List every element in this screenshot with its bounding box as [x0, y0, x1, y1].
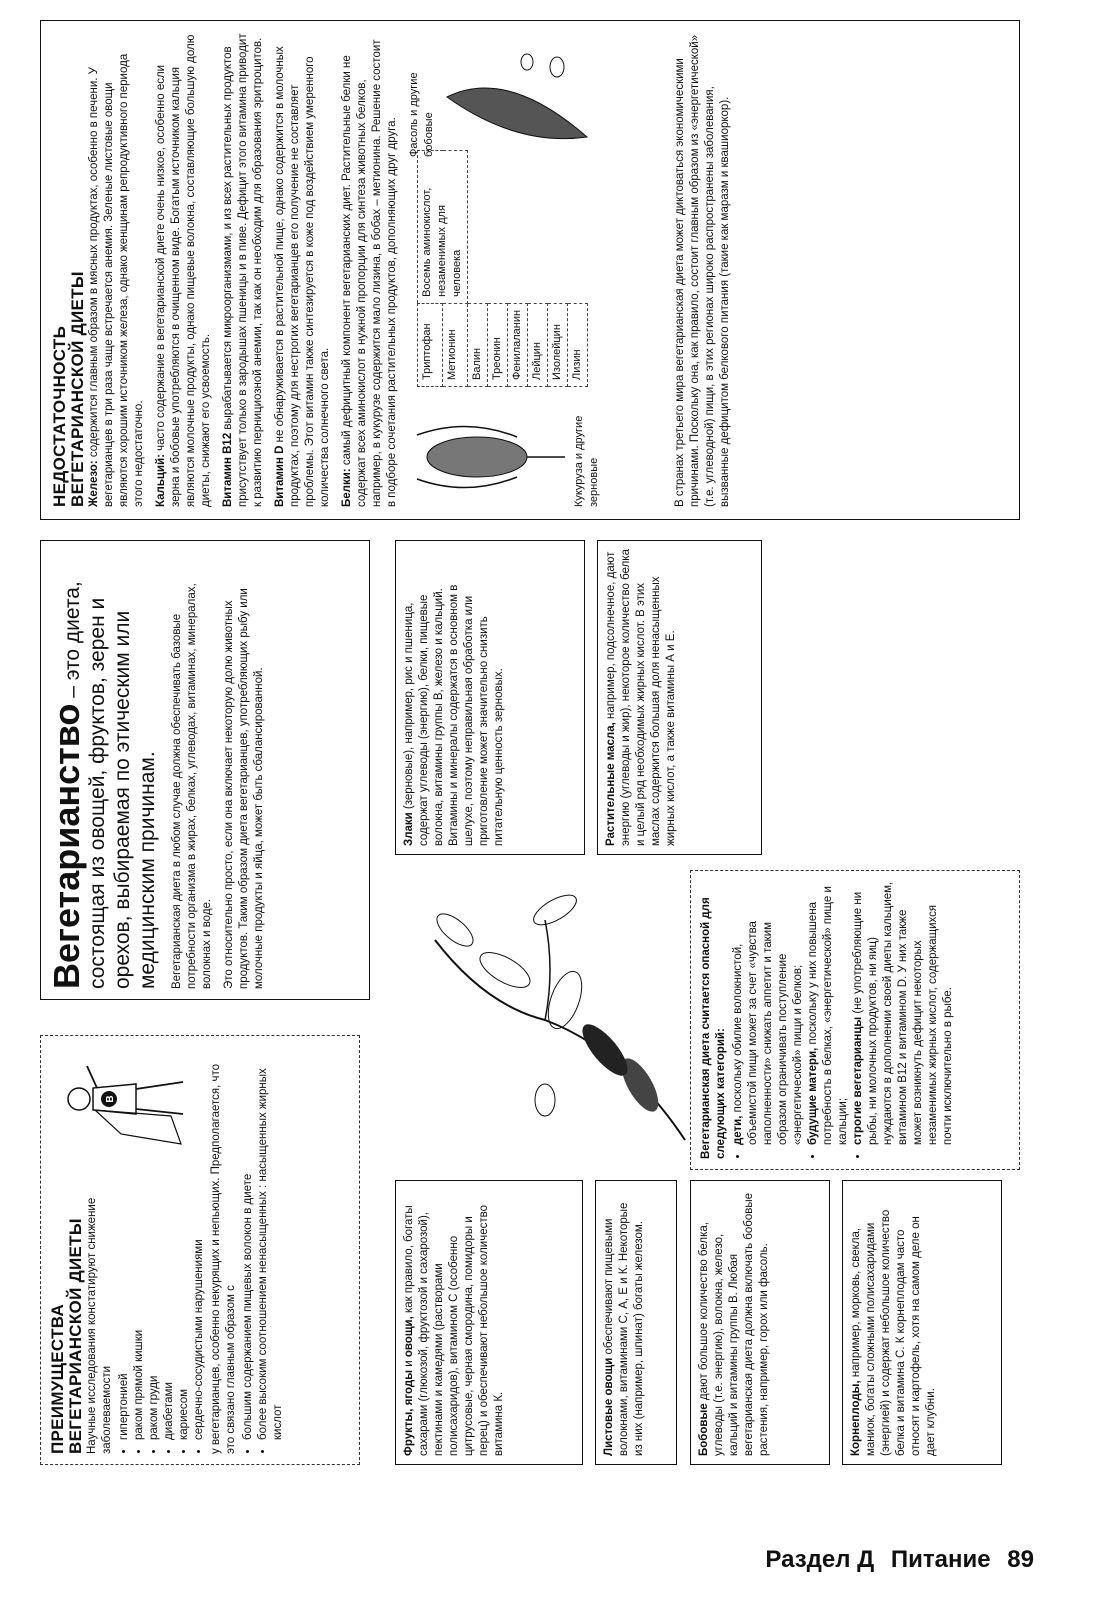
- leafy-box: Листовые овощи обеспечивают пищевыми волокнами, витаминами С, А, Е и К. Некоторые из них (например, шпинат) богаты железом.: [595, 1180, 677, 1465]
- amino-header: Восемь аминокислот, незаменимых для человека: [418, 150, 468, 303]
- topic-label: Питание: [890, 1546, 991, 1573]
- deficiency-title: НЕДОСТАТОЧНОСТЬ ВЕГЕТАРИАНСКОЙ ДИЕТЫ: [50, 271, 87, 507]
- advantages-intro: Научные исследования констатируют снижение заболеваемости: [86, 1197, 113, 1454]
- plant-illustration: [395, 870, 695, 1170]
- cereals-box: Злаки (зерновые), например, рис и пшеница, содержат углеводы (энергию), белки, пищевые волокна, витамины группы В, железо и кальций. Витамины и минералы содержатся в основном в шелухе, поэтому неправильная обработка или приготовление может значительно снизить питательную ценность зерновых.: [395, 540, 585, 855]
- list-item: • раком прямой кишки: [132, 1180, 147, 1440]
- oils-box: Растительные масла, например, подсолнечное, дают энергию (углеводы и жир), некоторое количество белка и целый ряд необходимых жирных кислот. В этих маслах содержится большая доля ненасыщенных жирных кислот, а также витамины А и Е.: [597, 540, 762, 855]
- list-item: • более высоким соотношением ненасыщенных : насыщенных жирных кислот: [256, 1046, 286, 1440]
- list-item: • строгие вегетарианцы (не употребляющие ни рыбы, ни молочных продуктов, ни яиц) нуждаются в дополнении своей диеты кальцием, витамином B12 и витамином D. У них также может возникнуть дефицит некоторых незаменимых жирных кислот, содержащихся почти исключительно в рыбе.: [851, 881, 956, 1145]
- advantages-list: [117, 1180, 207, 1440]
- advantages-after: у вегетарианцев, особенно некурящих и непьющих. Предполагается, что это связано главным образом с: [210, 1063, 237, 1454]
- list-item: • диабетами: [162, 1180, 177, 1440]
- amino-acid-table: [417, 150, 588, 387]
- third-world-text: В странах третьего мира вегетарианская диета может диктоваться экономическими причинами. Поскольку она, как правило, состоит главным образом из «энергетической» (т.е. углеводной) пищи, в этих регионах широко распространены заболевания, вызванные дефицитом белкового питания (такие как маразм и квашиоркор).: [674, 34, 731, 507]
- danger-list: [731, 881, 956, 1145]
- page-number: 89: [1007, 1546, 1034, 1573]
- intro-block: [40, 540, 370, 1000]
- amino-acid-diagram: [407, 33, 667, 507]
- table-cell: Изолейцин: [548, 303, 568, 386]
- list-item: • дети, поскольку обилие волокнистой, объемистой пищи может за счет «чувства наполненности» снижать аппетит и таким образом ограничивать поступление «энергетической» пищи и белков;: [731, 881, 806, 1145]
- page-title: Вегетарианство: [46, 703, 87, 989]
- advantages-box: [40, 1035, 360, 1465]
- list-item: • кариесом: [177, 1180, 192, 1440]
- roots-box: Корнеплоды, например, морковь, свекла, маниок, богаты сложными полисахаридами (энергией) и содержат небольшое количество белка и витамина С. К корнеплодам часто относят и картофель, хотя на самом деле он дает клубни.: [842, 1180, 1002, 1465]
- list-item: • гипертонией: [117, 1180, 132, 1440]
- legumes-box: Бобовые дают большое количество белка, углеводы (т.е. энергию), волокна, железо, кальций и витамины группы В. Любая вегетарианская диета должна включать бобовые растения, например, горох или фасоль.: [690, 1180, 830, 1465]
- corn-illustration: [407, 407, 567, 507]
- list-item: • раком груди: [147, 1180, 162, 1440]
- superhero-illustration: [61, 1054, 191, 1154]
- intro-p2: Это относительно просто, если она включает некоторую долю животных продуктов. Таким образом диета вегетарианцев, употребляющих рыбу или молочные продукты и яйца, может быть сбалансированной.: [223, 588, 265, 989]
- table-cell: Валин: [468, 303, 488, 386]
- reasons-list: [241, 1046, 286, 1440]
- svg-text:B: B: [105, 1095, 116, 1103]
- table-cell: Метионин: [443, 303, 468, 386]
- corn-label: Кукуруза и другие зерновые: [573, 415, 600, 507]
- table-cell: Триптофан: [418, 303, 443, 386]
- fruits-box: Фрукты, ягоды и овощи, как правило, богаты сахарами (глюкозой, фруктозой и сахарозой), пектинами и камедями (растворами полисахаридов), витамином С (особенно цитрусовые, черная смородина, помидоры и перец) и обеспечивают небольшое количество витамина К.: [395, 1180, 583, 1465]
- page-footer: [755, 1546, 1034, 1574]
- deficiency-box: НЕДОСТАТОЧНОСТЬ ВЕГЕТАРИАНСКОЙ ДИЕТЫ Железо: содержится главным образом в мясных продуктах, особенно в печени. У вегетарианцев в три раза чаще встречается анемия. Зеленые листовые овощи являются хорошим источником железа, однако женщинам репродуктивного периода этого недостаточно. Кальций: часто содержание в вегетарианской диете очень низкое, особенно если зерна и бобовые употребляются в очищенном виде. Богатым источником кальция являются молочные продукты, однако пищевые волокна, составляющие большую долю диеты, снижают его усвоемость. Витамин B12 вырабатывается микроорганизмами, и из всех растительных продуктов присутствует только в зародышах пшеницы и в пиве. Дефицит этого витамина приводит к развитию пернициозной анемии, так как он необходим для образования эритроцитов. Витамин D не обнаруживается в растительной пище, однако содержится в молочных продуктах, поэтому для нестрогих вегетарианцев его получение не составляет проблемы. Этот витамин также синтезируется в коже под воздействием умеренного количества солнечного света. Белки: самый дефицитный компонент вегетарианских диет. Растительные белки не содержат всех аминокислот в нужной пропорции для синтеза животных белков, например, в кукурузе содержится мало лизина, в бобах – метионина. Решение состоит в подборе сочетания растительных продуктов, дополняющих друг друга. Кукуруза и другие зерновые Триптофан Восемь аминокислот, незаменимых для человека Метионин Валин Треонин Фенилаланин Лейцин Изолейцин Лизин Фасоль и другие бобовые В странах третьего мира вегетарианская диета может диктоваться экономическими причинами. Поскольку она, как правило, состоит главным образом из «энергетической» (т.е. углеводной) пищи, в этих регионах широко распространены заболевания, вызванные дефицитом белкового питания (такие как маразм и квашиоркор).: [40, 20, 1020, 520]
- table-cell: Фенилаланин: [508, 303, 528, 386]
- advantages-title: ПРЕИМУЩЕСТВА ВЕГЕТАРИАНСКОЙ ДИЕТЫ: [48, 1218, 85, 1454]
- table-cell: Лизин: [568, 303, 588, 386]
- section-label: Раздел Д: [765, 1546, 875, 1573]
- danger-box: [690, 870, 1020, 1170]
- table-cell: Лейцин: [528, 303, 548, 386]
- beans-label: Фасоль и другие бобовые: [408, 72, 435, 157]
- intro-definition: – это диета, состоящая из овощей, фруктов, зерен и орехов, выбираемая по этическим или медицинским причинам.: [61, 581, 159, 989]
- intro-p1: Вегетарианская диета в любом случае должна обеспечивать базовые потребности организма в жирах, белках, углеводах, витаминах, минералах, волокнах и воде.: [171, 583, 213, 989]
- list-item: • большим содержанием пищевых волокон в диете: [241, 1046, 256, 1440]
- bean-pod-illustration: [437, 47, 597, 157]
- danger-title: Вегетарианская диета считается опасной для следующих категорий:: [700, 897, 727, 1159]
- list-item: • сердечно-сосудистыми нарушениями: [192, 1180, 207, 1440]
- table-cell: Треонин: [488, 303, 508, 386]
- list-item: • будущие матери, поскольку у них повышена потребность в белках, «энергетической» пище и кальции;: [806, 881, 851, 1145]
